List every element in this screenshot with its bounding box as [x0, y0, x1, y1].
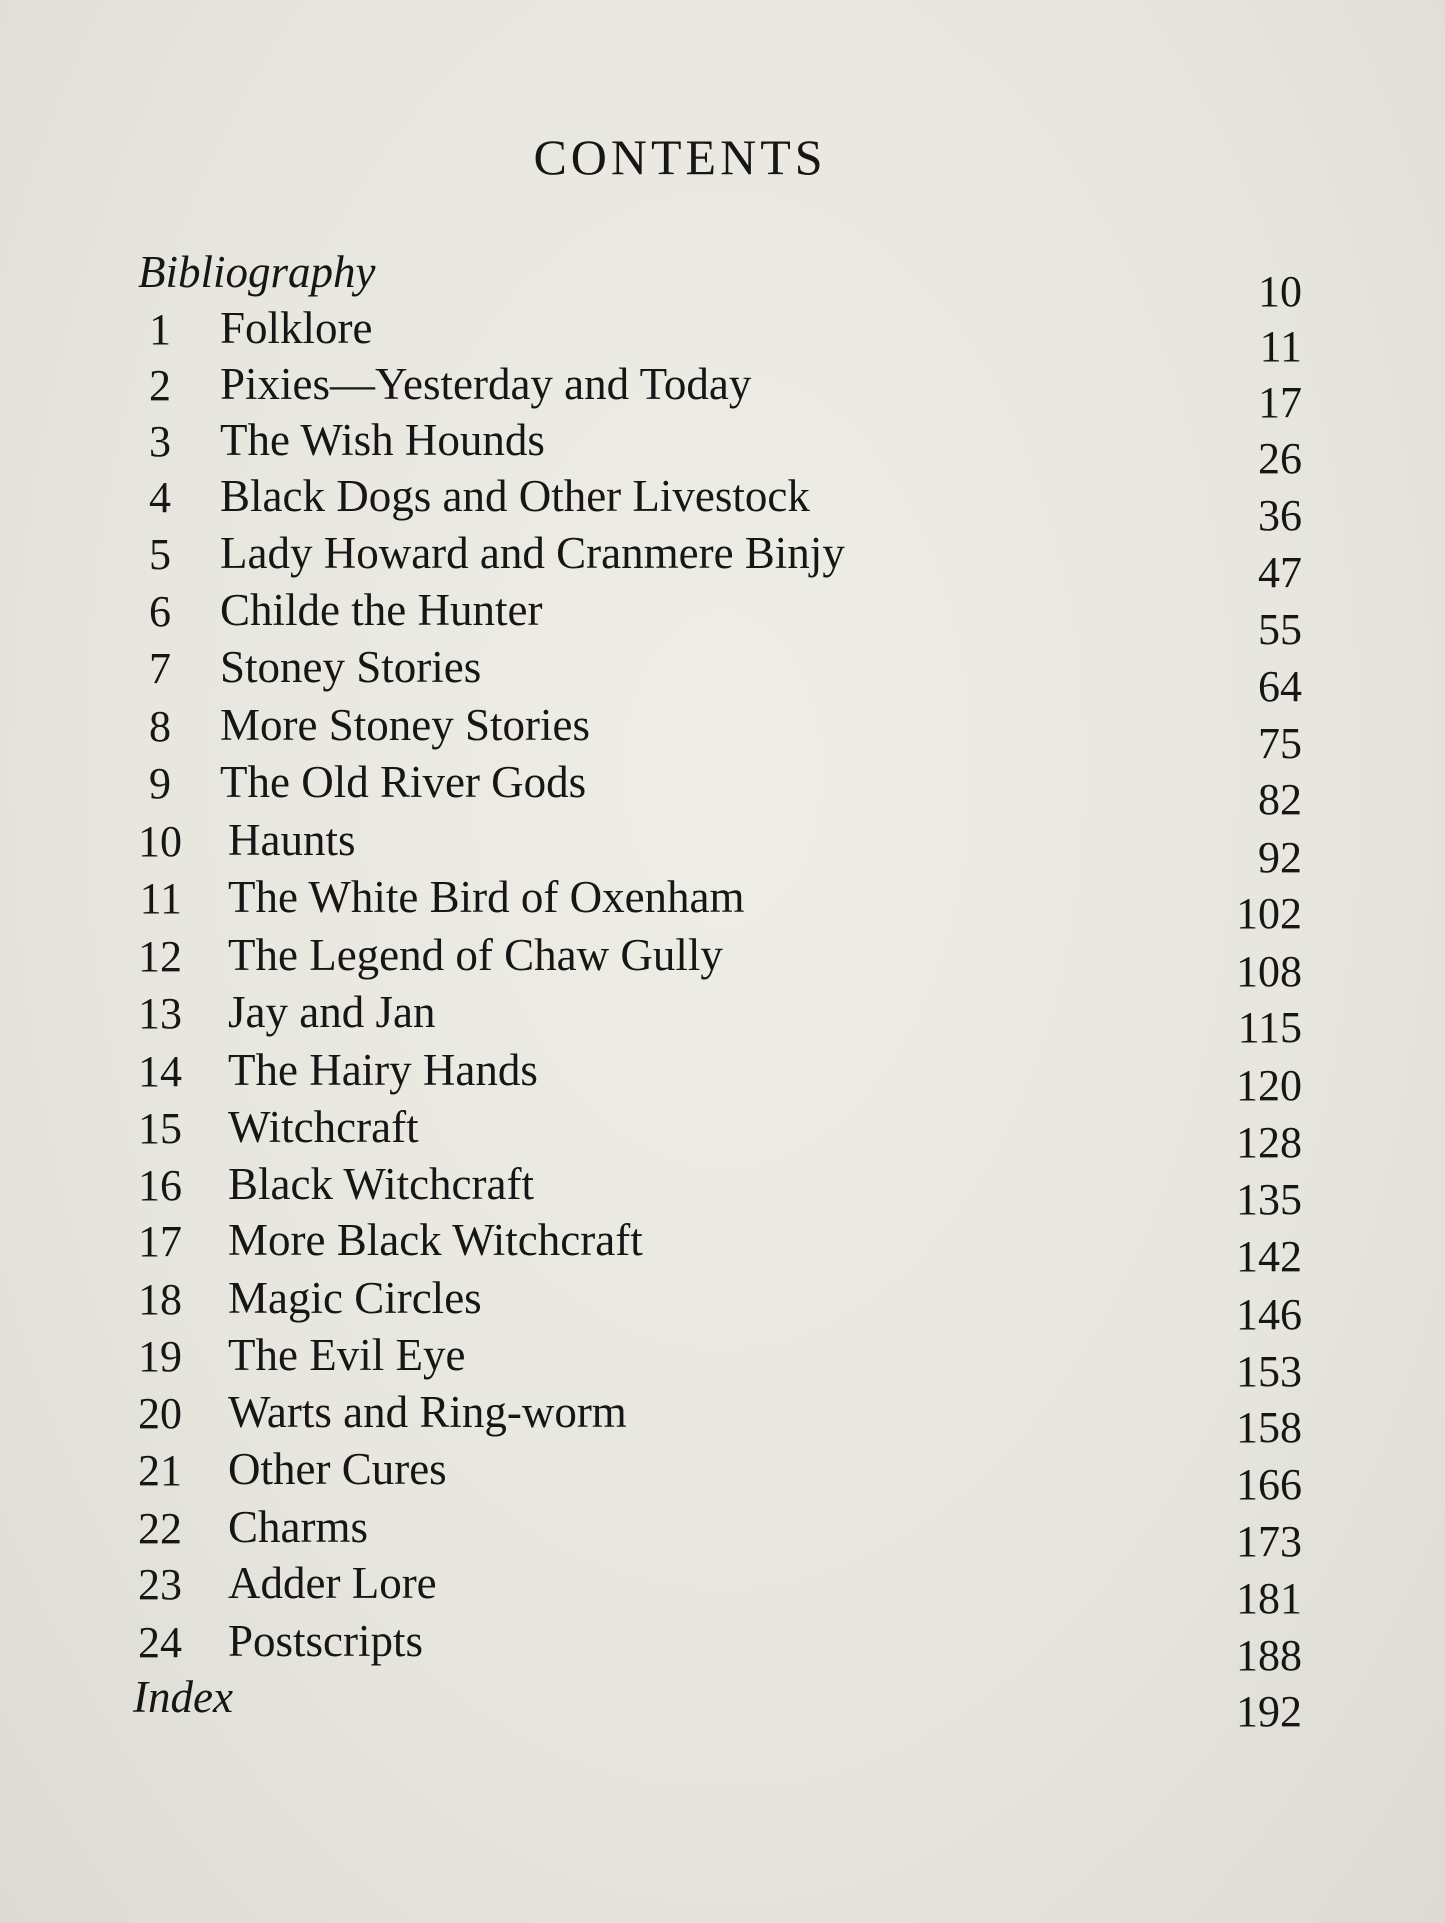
chapter-number: 5 [149, 530, 171, 579]
chapter-title: Charms [228, 1502, 368, 1552]
chapter-number: 19 [138, 1332, 182, 1381]
chapter-number: 3 [149, 417, 171, 466]
chapter-number: 17 [138, 1217, 182, 1266]
chapter-number: 2 [149, 361, 171, 410]
chapter-number: 23 [138, 1560, 182, 1609]
page-number: 115 [1237, 1003, 1302, 1052]
chapter-title: Warts and Ring-worm [228, 1387, 627, 1437]
chapter-title: Haunts [228, 815, 356, 865]
chapter-number: 18 [138, 1275, 182, 1324]
page-number: 135 [1236, 1175, 1302, 1224]
page-number: 47 [1258, 548, 1302, 597]
chapter-number: 15 [138, 1104, 182, 1153]
chapter-title: Jay and Jan [228, 987, 436, 1037]
page-number: 36 [1258, 491, 1302, 540]
chapter-title: Lady Howard and Cranmere Binjy [220, 528, 845, 578]
page-number: 55 [1258, 605, 1302, 654]
chapter-number: 22 [138, 1504, 182, 1553]
page-number: 10 [1258, 267, 1302, 316]
chapter-number: 11 [139, 874, 182, 923]
chapter-title: Childe the Hunter [220, 585, 543, 635]
chapter-title: Postscripts [228, 1616, 424, 1666]
page-number: 82 [1258, 775, 1302, 824]
page-title: CONTENTS [533, 129, 827, 185]
chapter-title: The Wish Hounds [220, 415, 545, 465]
page-number: 64 [1258, 662, 1302, 711]
chapter-number: 10 [138, 817, 182, 866]
chapter-number: 12 [138, 932, 182, 981]
chapter-title: Pixies—Yesterday and Today [220, 359, 752, 409]
page-number: 192 [1236, 1687, 1302, 1736]
page-number: 26 [1258, 434, 1302, 483]
chapter-title: Witchcraft [228, 1102, 419, 1152]
chapter-title: Folklore [220, 303, 373, 353]
chapter-number: 4 [149, 473, 171, 522]
chapter-title: Stoney Stories [220, 642, 482, 692]
page-number: 102 [1236, 889, 1302, 938]
chapter-title: The White Bird of Oxenham [228, 872, 745, 922]
chapter-number: 21 [138, 1446, 182, 1495]
chapter-title: Adder Lore [228, 1558, 437, 1608]
page-number: 181 [1236, 1574, 1302, 1623]
page-number: 75 [1258, 719, 1302, 768]
chapter-number: 20 [138, 1389, 182, 1438]
chapter-number: 6 [149, 587, 171, 636]
page-number: 158 [1236, 1403, 1302, 1452]
chapter-number: 24 [138, 1618, 182, 1667]
page-number: 92 [1258, 833, 1302, 882]
page-number: 166 [1236, 1460, 1302, 1509]
chapter-number: 9 [149, 759, 171, 808]
chapter-title: More Stoney Stories [220, 700, 590, 750]
page-number: 120 [1236, 1061, 1302, 1110]
chapter-title: Black Witchcraft [228, 1159, 534, 1209]
chapter-number: 14 [138, 1047, 182, 1096]
page-number: 188 [1236, 1631, 1302, 1680]
section-title: Index [133, 1672, 233, 1722]
page-number: 173 [1236, 1517, 1302, 1566]
chapter-title: Other Cures [228, 1444, 447, 1494]
chapter-title: More Black Witchcraft [228, 1215, 643, 1265]
chapter-title: Magic Circles [228, 1273, 482, 1323]
page-number: 11 [1259, 322, 1302, 371]
page-number: 153 [1236, 1347, 1302, 1396]
page-number: 17 [1258, 378, 1302, 427]
page-number: 108 [1236, 947, 1302, 996]
page-number: 142 [1236, 1232, 1302, 1281]
chapter-number: 1 [149, 305, 171, 354]
chapter-title: The Evil Eye [228, 1330, 466, 1380]
chapter-number: 13 [138, 989, 182, 1038]
chapter-title: The Legend of Chaw Gully [228, 930, 723, 980]
section-title: Bibliography [138, 247, 376, 297]
chapter-number: 8 [149, 702, 171, 751]
chapter-title: Black Dogs and Other Livestock [220, 471, 810, 521]
chapter-title: The Old River Gods [220, 757, 587, 807]
page-number: 128 [1236, 1118, 1302, 1167]
page-number: 146 [1236, 1290, 1302, 1339]
chapter-number: 7 [149, 644, 171, 693]
chapter-title: The Hairy Hands [228, 1045, 538, 1095]
chapter-number: 16 [138, 1161, 182, 1210]
